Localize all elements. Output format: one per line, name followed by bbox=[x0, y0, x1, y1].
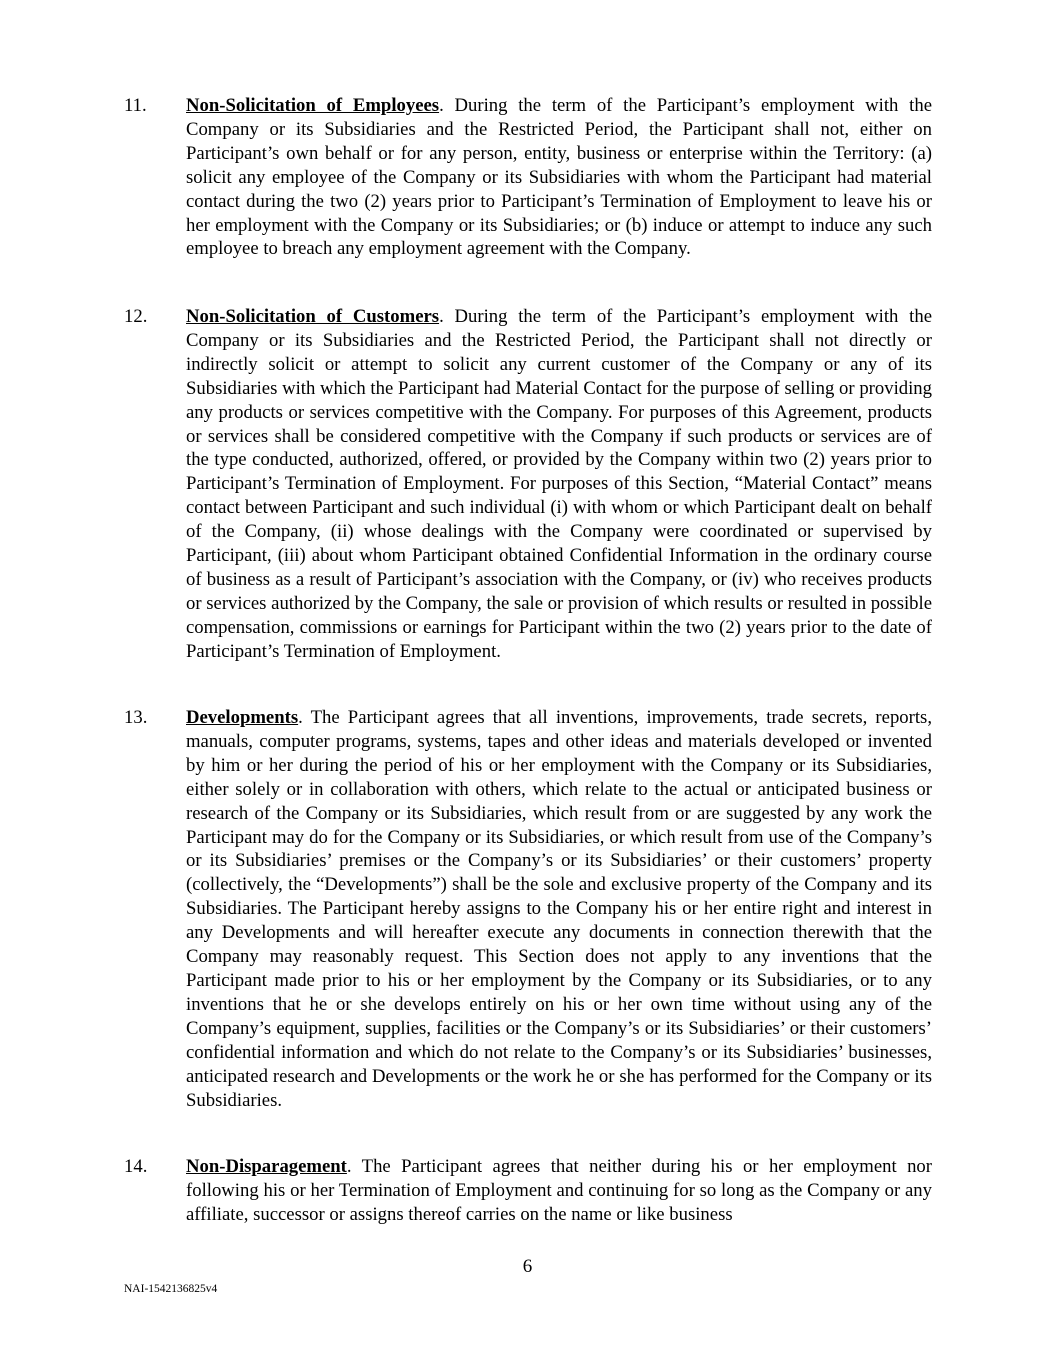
section-heading: Non-Disparagement bbox=[186, 1156, 347, 1177]
section-heading: Non-Solicitation of Employees bbox=[186, 95, 440, 116]
section-body bbox=[186, 94, 932, 261]
section-body bbox=[186, 706, 932, 1112]
section-body bbox=[186, 1155, 932, 1227]
section-text: . The Participant agrees that neither during his or her employment nor following his or her Termination of Employment and continuing for so long as the Company or any affiliate, successor or assigns thereof carries on the name or like business bbox=[186, 1156, 932, 1225]
section-text: . During the term of the Participant’s employment with the Company or its Subsidiaries and the Restricted Period, the Participant shall not, either on Participant’s own behalf or for any person, entity, business or enterprise within the Territory: (a) solicit any employee of the Company or its Subsidiaries with whom the Participant had material contact during the two (2) years prior to Participant’s Termination of Employment to leave his or her employment with the Company or its Subsidiaries; or (b) induce or attempt to induce any such employee to breach any employment agreement with the Company. bbox=[186, 95, 932, 260]
page-number: 6 bbox=[522, 1256, 533, 1277]
section-number: 12. bbox=[124, 306, 148, 327]
section-13 bbox=[124, 706, 932, 1112]
section-12 bbox=[124, 305, 932, 664]
section-heading: Non-Solicitation of Customers bbox=[186, 306, 440, 327]
section-body bbox=[186, 305, 932, 664]
section-14 bbox=[124, 1155, 932, 1227]
document-id: NAI-1542136825v4 bbox=[124, 1283, 218, 1295]
section-text: . During the term of the Participant’s employment with the Company or its Subsidiaries and the Restricted Period, the Participant shall not directly or indirectly solicit or attempt to solicit any current customer of the Company or any of its Subsidiaries with which the Participant had Material Contact for the purpose of selling or providing any products or services competitive with the Company. For purposes of this Agreement, products or services shall be considered competitive with the Company if such products or services are of the type conducted, authorized, offered, or provided by the Company within two (2) years prior to Participant’s Termination of Employment. For purposes of this Section, “Material Contact” means contact between Participant and such individual (i) with whom or which Participant dealt on behalf of the Company, (ii) whose dealings with the Company were coordinated or supervised by Participant, (iii) about whom Participant obtained Confidential Information in the ordinary course of business as a result of Participant’s association with the Company, or (iv) who receives products or services authorized by the Company, the sale or provision of which results or resulted in possible compensation, commissions or earnings for Participant within the two (2) years prior to the date of Participant’s Termination of Employment. bbox=[186, 306, 932, 662]
section-heading: Developments bbox=[186, 707, 299, 728]
section-11 bbox=[124, 94, 932, 261]
section-number: 14. bbox=[124, 1156, 148, 1177]
section-number: 11. bbox=[124, 95, 147, 116]
section-text: . The Participant agrees that all inventions, improvements, trade secrets, reports, manuals, computer programs, systems, tapes and other ideas and materials developed or invented by him or her during the period of his or her employment with the Company or its Subsidiaries, either solely or in collaboration with others, which relate to the actual or anticipated business or research of the Company or its Subsidiaries, which result from or are suggested by any work the Participant may do for the Company or its Subsidiaries, or which result from use of the Company’s or its Subsidiaries’ premises or the Company’s or its Subsidiaries’ or their customers’ property (collectively, the “Developments”) shall be the sole and exclusive property of the Company and its Subsidiaries. The Participant hereby assigns to the Company his or her entire right and interest in any Developments and will hereafter execute any documents in connection therewith that the Company may reasonably request. This Section does not apply to any inventions that the Participant made prior to his or her employment by the Company or its Subsidiaries, or to any inventions that he or she develops entirely on his or her own time without using any of the Company’s equipment, supplies, facilities or the Company’s or its Subsidiaries’ or their customers’ confidential information and which do not relate to the Company’s or its Subsidiaries’ businesses, anticipated research and Developments or the work he or she has performed for the Company or its Subsidiaries. bbox=[186, 707, 932, 1111]
section-number: 13. bbox=[124, 707, 148, 728]
